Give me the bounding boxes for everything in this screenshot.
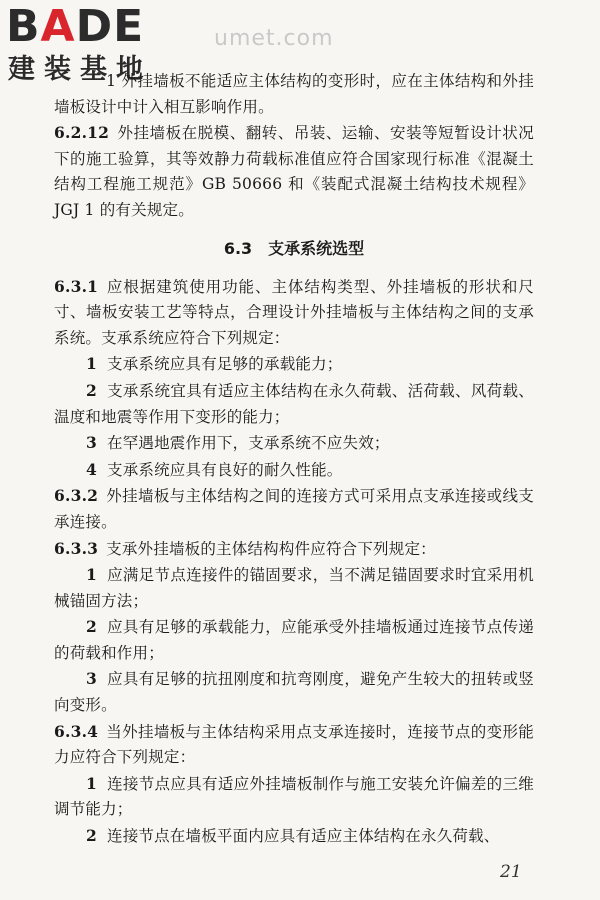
logo-wordmark: BADE	[6, 1, 145, 52]
list-item: 4 支承系统应具有良好的耐久性能。	[86, 459, 343, 479]
list-item: 2 支承系统宜具有适应主体结构在永久荷载、活荷载、风荷载、温度和地震等作用下变形的能力；	[54, 380, 534, 426]
list-item: 2 连接节点在墙板平面内应具有适应主体结构在永久荷载、	[86, 826, 500, 846]
page-number: 21	[500, 862, 522, 882]
clause-6-2-12: 6.2.12 外挂墙板在脱模、翻转、吊装、运输、安装等短暂设计状况下的施工验算，其等效静力荷载标准值应符合国家现行标准《混凝土结构工程施工规范》GB 50666 和《装配式混凝土结构技术规程》JGJ 1 的有关规定。	[54, 123, 534, 219]
clause-6-3-1: 6.3.1 应根据建筑使用功能、主体结构类型、外挂墙板的形状和尺寸、墙板安装工艺等特点，合理设计外挂墙板与主体结构之间的支承系统。支承系统应符合下列规定：	[54, 276, 534, 347]
clause-6-3-2: 6.3.2 外挂墙板与主体结构之间的连接方式可采用点支承连接或线支承连接。	[54, 486, 534, 531]
list-item: 3 应具有足够的抗扭刚度和抗弯刚度，避免产生较大的扭转或竖向变形。	[54, 669, 534, 715]
list-item: 1 支承系统应具有足够的承载能力；	[86, 354, 343, 374]
list-item: 1 连接节点应具有适应外挂墙板制作与施工安装允许偏差的三维调节能力；	[54, 773, 534, 819]
page-body	[54, 68, 534, 850]
list-item: 2 应具有足够的承载能力，应能承受外挂墙板通过连接节点传递的荷载和作用；	[54, 617, 534, 662]
clause-number: 6.3.4	[54, 721, 99, 741]
logo-subtitle: 建装基地	[8, 54, 152, 85]
clause-6-3-3: 6.3.3 支承外挂墙板的主体结构构件应符合下列规定：	[54, 538, 436, 558]
list-item: 3 在罕遇地震作用下，支承系统不应失效；	[86, 433, 390, 453]
clause-number: 6.2.12	[54, 123, 110, 143]
paragraph-6-2-11: 1 外挂墙板不能适应主体结构的变形时，应在主体结构和外挂墙板设计中计入相互影响作用。	[54, 72, 534, 116]
list-item: 1 应满足节点连接件的锚固要求，当不满足锚固要求时宜采用机械锚固方法；	[54, 565, 534, 610]
clause-number: 6.3.2	[54, 486, 99, 506]
watermark: umet.com	[214, 26, 334, 51]
clause-number: 6.3.1	[54, 276, 99, 296]
section-title: 6.3 支承系统选型	[223, 238, 365, 258]
clause-6-3-4: 6.3.4 当外挂墙板与主体结构采用点支承连接时，连接节点的变形能力应符合下列规定：	[54, 721, 534, 767]
clause-number: 6.3.3	[54, 538, 99, 558]
